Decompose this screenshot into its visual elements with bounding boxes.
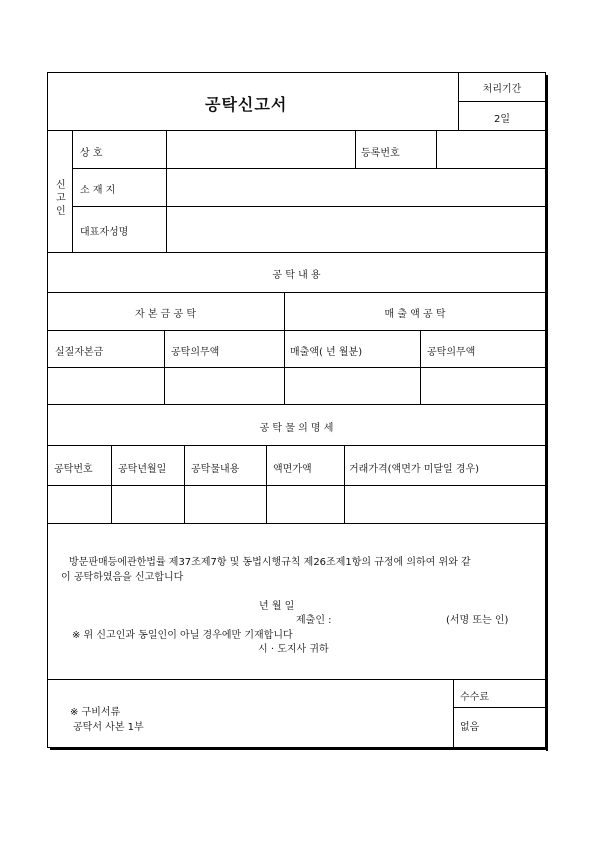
declaration-text-line2: 이 공탁하였음을 신고합니다: [61, 572, 184, 583]
date-line: 년 월 일: [259, 601, 295, 612]
divider: [47, 485, 546, 486]
divider: [47, 330, 546, 331]
deposit-goods-header: 공탁물내용: [191, 464, 240, 475]
sales-amount-field[interactable]: [288, 370, 416, 400]
divider: [453, 707, 546, 708]
paid-capital-field[interactable]: [51, 370, 161, 400]
reporter-side-label-3: 인: [56, 206, 66, 217]
capital-obligation-label: 공탁의무액: [171, 347, 220, 358]
frame-shadow-bottom: [50, 748, 548, 750]
processing-period-value: 2일: [493, 114, 511, 125]
trade-price-header: 거래가격(액면가 미달일 경우): [349, 464, 480, 475]
trade-name-label: 상 호: [80, 148, 103, 159]
deposit-date-header: 공탁년월일: [118, 464, 167, 475]
divider: [47, 130, 546, 131]
deposit-content-header: 공 탁 내 용: [272, 270, 321, 281]
face-value-header: 액면가액: [273, 464, 312, 475]
capital-deposit-header: 자 본 금 공 탁: [134, 309, 196, 320]
face-value-field[interactable]: [269, 488, 341, 520]
paid-capital-label: 실질자본금: [55, 347, 104, 358]
sign-label: (서명 또는 인): [446, 615, 509, 626]
divider: [72, 130, 73, 252]
location-field[interactable]: [170, 172, 542, 202]
divider: [266, 445, 267, 523]
sales-obligation-label: 공탁의무액: [427, 347, 476, 358]
divider: [72, 168, 546, 169]
deposit-number-field[interactable]: [51, 488, 108, 520]
sales-obligation-field[interactable]: [424, 370, 542, 400]
note-text: ※ 위 신고인과 동일인이 아닐 경우에만 기재합니다: [72, 630, 293, 641]
fee-label: 수수료: [460, 692, 489, 703]
divider: [47, 252, 546, 253]
divider: [47, 523, 546, 524]
divider: [355, 130, 356, 168]
divider: [111, 445, 112, 523]
divider: [47, 292, 546, 293]
trade-name-field[interactable]: [170, 134, 352, 164]
divider: [344, 445, 345, 523]
deposit-items-header: 공 탁 물 의 명 세: [259, 423, 334, 434]
reg-no-label: 등록번호: [361, 148, 400, 159]
capital-obligation-field[interactable]: [168, 370, 280, 400]
attachments-title: ※ 구비서류: [70, 707, 121, 718]
divider: [72, 206, 546, 207]
addressee-text: 시 · 도지사 귀하: [258, 644, 329, 655]
representative-field[interactable]: [170, 210, 542, 248]
deposit-goods-field[interactable]: [187, 488, 263, 520]
divider: [284, 292, 285, 404]
divider: [47, 679, 546, 680]
submitter-label: 제출인 :: [296, 615, 332, 626]
divider: [458, 101, 546, 102]
trade-price-field[interactable]: [347, 488, 542, 520]
divider: [436, 130, 437, 168]
divider: [184, 445, 185, 523]
divider: [166, 130, 167, 252]
declaration-text-line1: 방문판매등에관한법률 제37조제7항 및 동법시행규칙 제26조제1항의 규정에 의하여 위와 같: [69, 557, 471, 568]
sales-deposit-header: 매 출 액 공 탁: [384, 309, 446, 320]
deposit-date-field[interactable]: [114, 488, 181, 520]
divider: [47, 404, 546, 405]
reg-no-field[interactable]: [440, 134, 542, 164]
divider: [47, 445, 546, 446]
location-label: 소 재 지: [80, 185, 116, 196]
representative-label: 대표자성명: [80, 227, 129, 238]
form-title: 공탁신고서: [205, 95, 288, 114]
attachment-item: 공탁서 사본 1부: [73, 722, 144, 733]
reporter-side-label-2: 고: [56, 193, 66, 204]
divider: [453, 679, 454, 748]
processing-period-label: 처리기간: [482, 84, 522, 95]
sales-amount-label: 매출액( 년 월분): [290, 347, 363, 358]
deposit-number-header: 공탁번호: [54, 464, 93, 475]
divider: [47, 367, 546, 368]
reporter-side-label-1: 신: [56, 180, 66, 191]
frame-shadow-right: [546, 75, 548, 751]
fee-value: 없음: [460, 722, 480, 733]
